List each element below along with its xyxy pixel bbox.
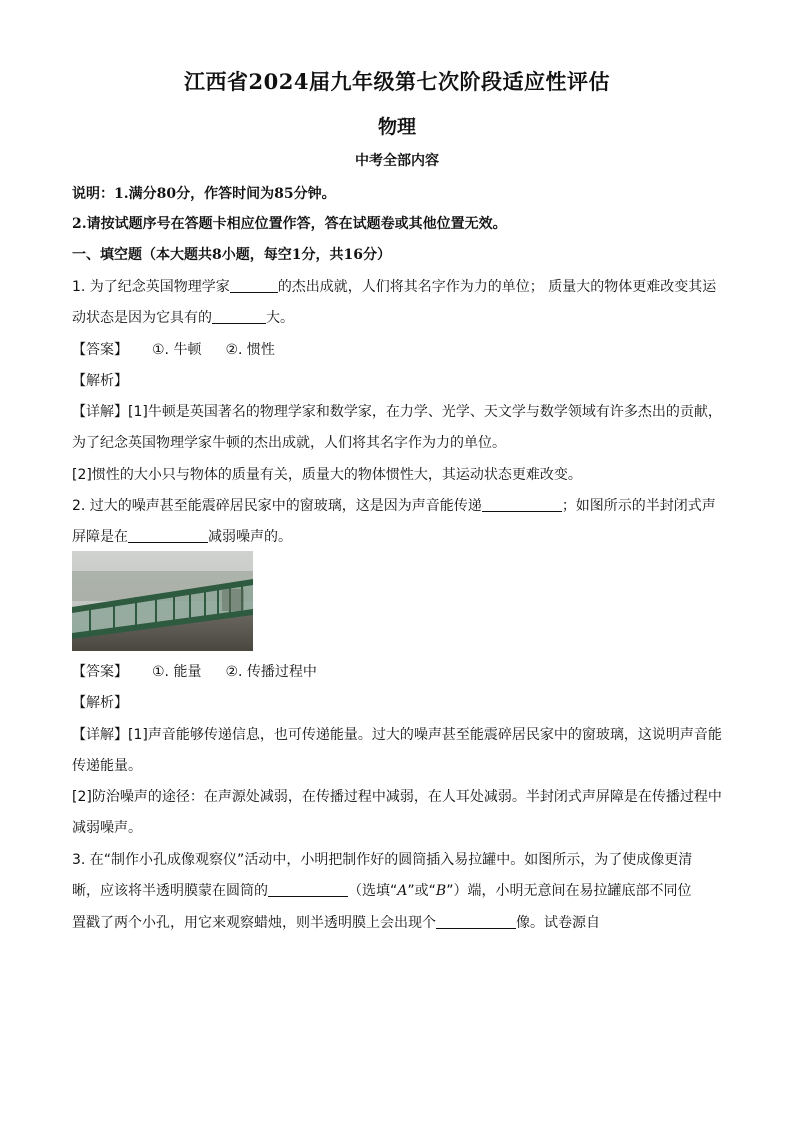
section-heading: 一、填空题（本大题共8小题，每空1分，共16分） [72,247,391,263]
exam-title: 江西省2024届九年级第七次阶段适应性评估 [184,69,610,94]
q3-line-1: 3. 在“制作小孔成像观察仪”活动中，小明把制作好的圆筒插入易拉罐中。如图所示，为了使成像更清 [72,852,693,868]
q1-detail-2: 为了纪念英国物理学家牛顿的杰出成就，人们将其名字作为力的单位。 [72,435,506,451]
q1-answer-2: ②. 惯性 [225,342,275,358]
q3-line-2 [72,880,724,900]
q3-text-b: （选填“ [348,883,398,899]
q2-line-1 [72,495,724,515]
q1-text-d: 大。 [266,310,294,326]
q2-detail-1: 【详解】[1]声音能够传递信息，也可传递能量。过大的噪声甚至能震碎居民家中的窗玻璃，这说明声音能 [72,727,722,743]
q3-blank-1[interactable] [268,882,348,897]
q1-text-a: 1. 为了纪念英国物理学家 [72,279,230,295]
option-a: A [397,883,408,899]
q2-line-2 [72,526,724,546]
q2-text-a: 2. 过大的噪声甚至能震碎居民家中的窗玻璃，这是因为声音能传递 [72,498,482,514]
q3-blank-2[interactable] [436,914,516,929]
q1-line-2 [72,307,724,327]
q1-blank-1[interactable] [230,278,278,293]
q2-detail-4: 减弱噪声。 [72,820,142,836]
q2-answer-1: ①. 能量 [152,664,202,680]
q2-blank-2[interactable] [128,528,208,543]
note-1: 说明：1.满分80分，作答时间为85分钟。 [72,186,336,202]
note-2: 2.请按试题序号在答题卡相应位置作答，答在试题卷或其他位置无效。 [72,216,507,232]
subject-heading: 物理 [377,116,416,138]
q2-text-d: 减弱噪声的。 [208,529,292,545]
q3-text-d: 置戳了两个小孔，用它来观察蜡烛，则半透明膜上会出现个 [72,915,436,931]
q2-answer [72,661,724,681]
q1-line-1 [72,276,724,296]
q2-analysis-tag: 【解析】 [72,695,128,711]
scope-line: 中考全部内容 [355,153,439,169]
option-b: B [435,883,447,899]
noise-barrier-photo [72,551,253,651]
q1-analysis-tag: 【解析】 [72,373,128,389]
q1-text-b: 的杰出成就，人们将其名字作为力的单位； 质量大的物体更难改变其运 [277,279,717,295]
q3-text-or: ”或“ [407,883,436,899]
q2-detail-2: 传递能量。 [72,758,142,774]
noise-barrier-image [72,551,253,651]
q2-text-c: 屏障是在 [72,529,128,545]
q1-text-c: 动状态是因为它具有的 [72,310,212,326]
q1-detail-3: [2]惯性的大小只与物体的质量有关，质量大的物体惯性大，其运动状态更难改变。 [72,467,582,483]
q1-answer [72,339,724,359]
q3-line-3 [72,912,724,932]
q2-blank-1[interactable] [482,497,562,512]
q2-text-b: ；如图所示的半封闭式声 [561,498,716,514]
q3-text-a: 晰，应该将半透明膜蒙在圆筒的 [72,883,268,899]
q2-answer-2: ②. 传播过程中 [225,664,317,680]
q3-text-c: ”）端，小明无意间在易拉罐底部不同位 [446,883,692,899]
answer-tag: 【答案】 [72,342,128,358]
q3-text-e: 像。试卷源自 [516,915,600,931]
q1-answer-1: ①. 牛顿 [152,342,202,358]
q1-detail-1: 【详解】[1]牛顿是英国著名的物理学家和数学家，在力学、光学、天文学与数学领域有许多杰出的贡献， [72,404,722,420]
q1-blank-2[interactable] [212,309,266,324]
answer-tag: 【答案】 [72,664,128,680]
q2-detail-3: [2]防治噪声的途径：在声源处减弱，在传播过程中减弱，在人耳处减弱。半封闭式声屏障是在传播过程中 [72,789,722,805]
